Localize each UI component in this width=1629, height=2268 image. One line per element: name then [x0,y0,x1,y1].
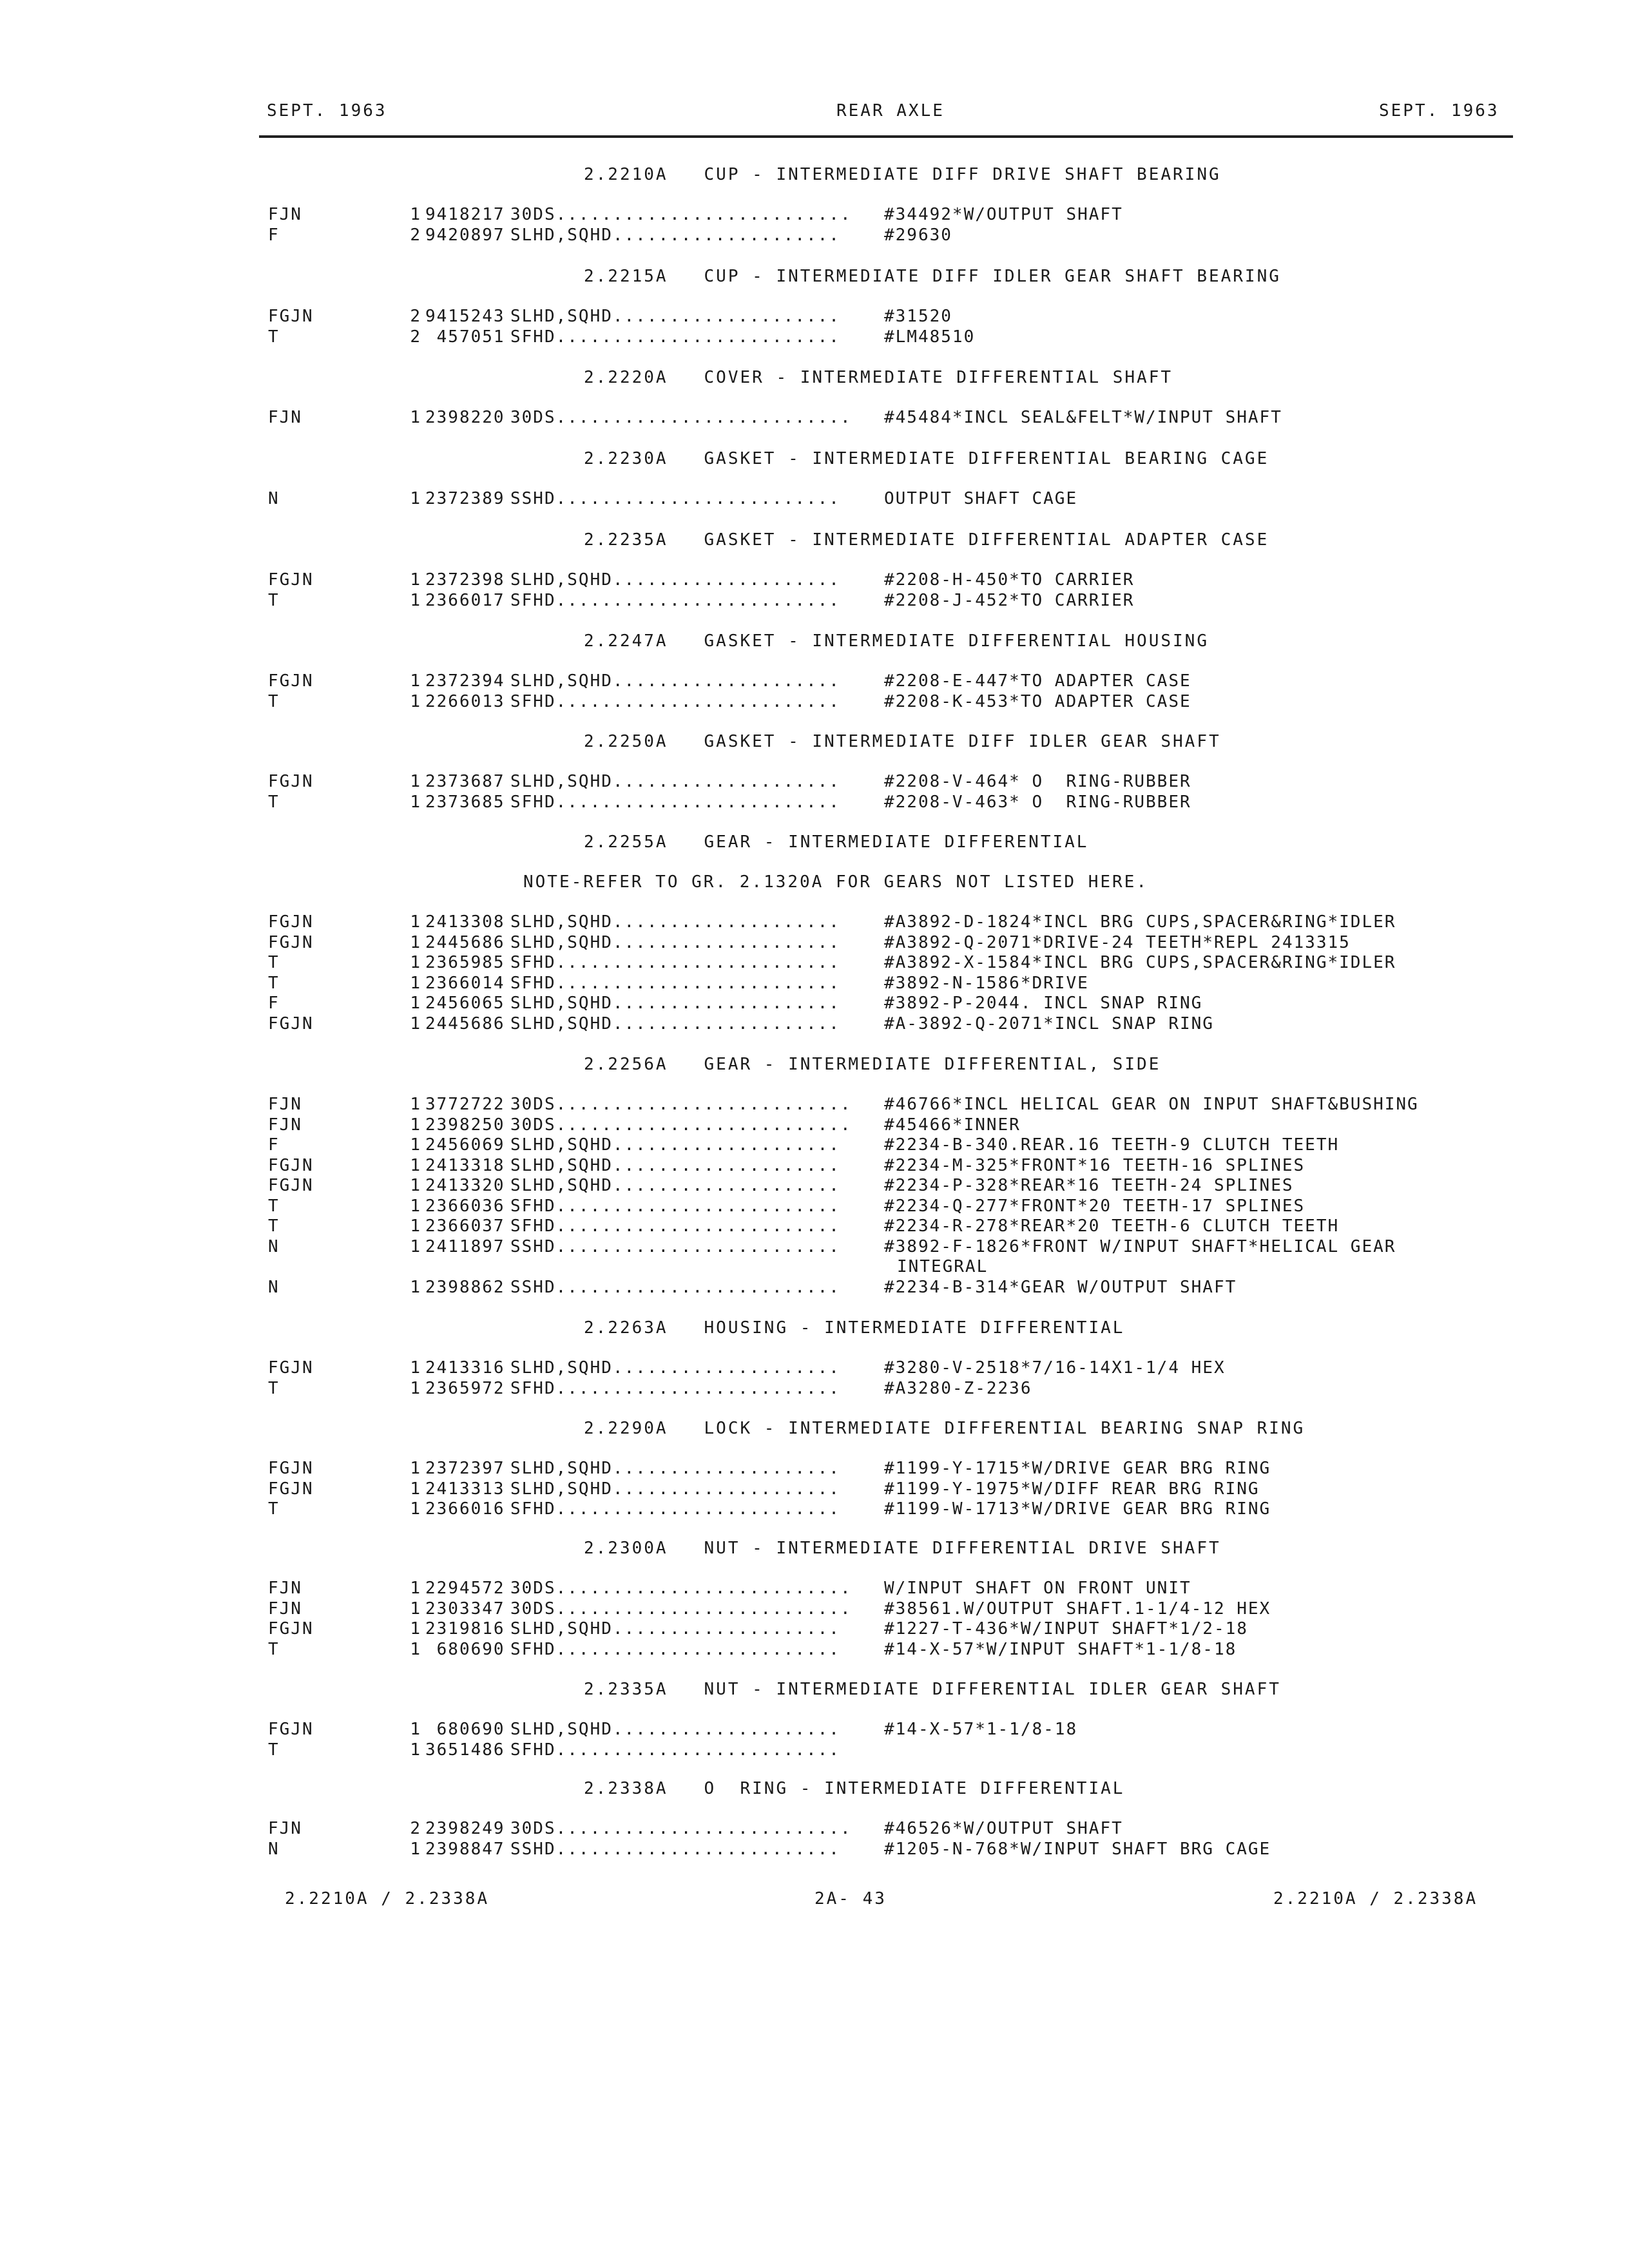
row-part: 2372394 [425,671,505,691]
parts-row [0,1459,1629,1479]
row-part: 2456065 [425,994,505,1013]
parts-row [0,205,1629,226]
row-desc: #2234-P-328*REAR*16 TEETH-24 SPLINES [884,1176,1294,1195]
row-qty: 1 [410,1115,421,1135]
parts-row [0,1819,1629,1840]
row-part: 680690 [425,1639,505,1659]
row-part: 2398250 [425,1115,505,1135]
row-code: F [268,1135,280,1155]
row-src: 30DS.......................... [510,205,852,224]
row-code: T [268,1196,280,1216]
row-src: SFHD......................... [510,327,840,347]
section-title: 2.2290A LOCK - INTERMEDIATE DIFFERENTIAL BEARING SNAP RING [584,1419,1306,1438]
header-title: REAR AXLE [836,101,945,120]
row-qty: 1 [410,973,421,993]
row-part: 3651486 [425,1740,505,1760]
row-desc: #14-X-57*W/INPUT SHAFT*1-1/8-18 [884,1639,1237,1659]
row-qty: 1 [410,1196,421,1216]
row-src: SLHD,SQHD.................... [510,1358,840,1378]
row-part: 2366016 [425,1499,505,1519]
row-src: SLHD,SQHD.................... [510,932,840,952]
row-qty: 1 [410,912,421,932]
row-qty: 1 [410,1579,421,1598]
row-code: FJN [268,1095,302,1114]
row-desc: #2234-B-340.REAR.16 TEETH-9 CLUTCH TEETH [884,1135,1340,1155]
row-desc: #29630 [884,225,952,245]
row-qty: 1 [410,671,421,691]
row-desc: #2234-R-278*REAR*20 TEETH-6 CLUTCH TEETH [884,1216,1340,1236]
row-desc: #A-3892-Q-2071*INCL SNAP RING [884,1014,1214,1033]
parts-row [0,1640,1629,1660]
row-qty: 1 [410,994,421,1013]
row-qty: 1 [410,590,421,610]
row-qty: 2 [410,225,421,245]
row-code: FGJN [268,1176,314,1195]
row-src: SFHD......................... [510,1639,840,1659]
row-part: 2372398 [425,570,505,590]
row-src: SLHD,SQHD.................... [510,1619,840,1639]
parts-row [0,1499,1629,1520]
row-qty: 2 [410,327,421,347]
row-part: 2445686 [425,932,505,952]
row-desc: #2208-E-447*TO ADAPTER CASE [884,671,1191,691]
section-title: 2.2210A CUP - INTERMEDIATE DIFF DRIVE SHAFT BEARING [584,165,1221,184]
row-qty: 1 [410,489,421,508]
parts-row [0,1216,1629,1237]
parts-row [0,591,1629,611]
row-part: 2413320 [425,1176,505,1195]
row-part: 2266013 [425,691,505,711]
row-qty: 1 [410,953,421,972]
parts-row [0,994,1629,1014]
parts-row [0,226,1629,246]
row-qty: 1 [410,205,421,224]
row-src: SSHD......................... [510,1277,840,1297]
row-src: SSHD......................... [510,1839,840,1859]
row-desc: #14-X-57*1-1/8-18 [884,1720,1078,1739]
row-part: 680690 [425,1720,505,1739]
row-qty: 1 [410,792,421,812]
row-part: 2398847 [425,1839,505,1859]
parts-row [0,1278,1629,1298]
row-src: SFHD......................... [510,973,840,993]
row-src: SLHD,SQHD.................... [510,994,840,1013]
row-code: T [268,1499,280,1519]
row-qty: 1 [410,1599,421,1619]
row-part: 2398220 [425,408,505,427]
section-title: 2.2250A GASKET - INTERMEDIATE DIFF IDLER GEAR SHAFT [584,732,1221,751]
section-title: 2.2338A O RING - INTERMEDIATE DIFFERENTIAL [584,1779,1125,1798]
row-desc: #46526*W/OUTPUT SHAFT [884,1819,1123,1838]
row-code: T [268,792,280,812]
row-part: 9418217 [425,205,505,224]
parts-row [0,570,1629,591]
row-code: FGJN [268,772,314,791]
row-src: SLHD,SQHD.................... [510,1720,840,1739]
row-part: 2413316 [425,1358,505,1378]
row-code: FGJN [268,570,314,590]
row-code: FGJN [268,932,314,952]
parts-row [0,912,1629,933]
row-src: 30DS.......................... [510,1115,852,1135]
row-part: 2398249 [425,1819,505,1838]
row-desc: #A3892-X-1584*INCL BRG CUPS,SPACER&RING*IDLER [884,953,1396,972]
row-part: 2398862 [425,1277,505,1297]
row-src: SFHD......................... [510,1196,840,1216]
row-qty: 1 [410,1720,421,1739]
section-title: 2.2220A COVER - INTERMEDIATE DIFFERENTIAL SHAFT [584,368,1173,387]
row-part: 2445686 [425,1014,505,1033]
row-src: 30DS.......................... [510,1599,852,1619]
row-code: FGJN [268,1014,314,1033]
row-part: 457051 [425,327,505,347]
row-part: 2366036 [425,1196,505,1216]
parts-row [0,1619,1629,1640]
row-src: 30DS.......................... [510,1819,852,1838]
parts-row [0,1720,1629,1740]
section-note: NOTE-REFER TO GR. 2.1320A FOR GEARS NOT LISTED HERE. [523,872,1148,892]
row-src: SLHD,SQHD.................... [510,1479,840,1499]
row-code: FJN [268,1579,302,1598]
row-qty: 2 [410,307,421,326]
section-title: 2.2256A GEAR - INTERMEDIATE DIFFERENTIAL, SIDE [584,1055,1161,1074]
row-code: T [268,973,280,993]
row-part: 2411897 [425,1236,505,1256]
parts-row [0,1135,1629,1156]
row-code: N [268,489,280,508]
row-desc: #2234-Q-277*FRONT*20 TEETH-17 SPLINES [884,1196,1306,1216]
footer-page-number: 2A- 43 [815,1889,887,1908]
row-src: SFHD......................... [510,792,840,812]
row-desc: #2208-V-463* O RING-RUBBER [884,792,1191,812]
header-date-right: SEPT. 1963 [1379,101,1499,120]
row-part: 2413308 [425,912,505,932]
parts-row [0,1840,1629,1860]
row-qty: 1 [410,932,421,952]
row-code: F [268,994,280,1013]
row-code: FJN [268,1115,302,1135]
row-code: T [268,953,280,972]
row-code: FJN [268,1819,302,1838]
row-qty: 1 [410,1155,421,1175]
row-part: 2413318 [425,1155,505,1175]
parts-row [0,671,1629,692]
row-src: 30DS.......................... [510,408,852,427]
row-qty: 1 [410,1135,421,1155]
row-desc: #1227-T-436*W/INPUT SHAFT*1/2-18 [884,1619,1248,1639]
row-part: 2373685 [425,792,505,812]
section-title: 2.2215A CUP - INTERMEDIATE DIFF IDLER GEAR SHAFT BEARING [584,267,1281,286]
row-src: SFHD......................... [510,1499,840,1519]
row-desc: #2208-V-464* O RING-RUBBER [884,772,1191,791]
row-part: 2366017 [425,590,505,610]
row-desc: #3892-N-1586*DRIVE [884,973,1089,993]
row-part: 2373687 [425,772,505,791]
row-part: 2372397 [425,1459,505,1478]
row-qty: 1 [410,1236,421,1256]
row-code: FGJN [268,912,314,932]
parts-row [0,933,1629,954]
parts-row [0,1479,1629,1500]
row-qty: 1 [410,1740,421,1760]
row-desc: #A3892-Q-2071*DRIVE-24 TEETH*REPL 2413315 [884,932,1351,952]
row-src: SLHD,SQHD.................... [510,1014,840,1033]
row-code: FGJN [268,1479,314,1499]
row-code: N [268,1839,280,1859]
row-part: 9415243 [425,307,505,326]
parts-row [0,793,1629,813]
row-src: SLHD,SQHD.................... [510,1459,840,1478]
row-qty: 1 [410,1277,421,1297]
row-src: SLHD,SQHD.................... [510,307,840,326]
row-qty: 1 [410,1095,421,1114]
parts-row [0,1196,1629,1217]
row-code: T [268,1378,280,1398]
footer-range-left: 2.2210A / 2.2338A [285,1889,490,1908]
parts-row [0,1095,1629,1115]
row-src: SLHD,SQHD.................... [510,912,840,932]
row-code: FGJN [268,1155,314,1175]
section-title: 2.2300A NUT - INTERMEDIATE DIFFERENTIAL DRIVE SHAFT [584,1539,1221,1558]
row-desc: #38561.W/OUTPUT SHAFT.1-1/4-12 HEX [884,1599,1271,1619]
row-part: 9420897 [425,225,505,245]
row-code: FGJN [268,1619,314,1639]
row-src: SFHD......................... [510,1216,840,1236]
row-code: T [268,1216,280,1236]
row-code: FGJN [268,1720,314,1739]
row-desc: #2208-J-452*TO CARRIER [884,590,1135,610]
parts-row [0,408,1629,428]
header-date-left: SEPT. 1963 [267,101,387,120]
parts-row [0,1579,1629,1599]
row-part: 2365972 [425,1378,505,1398]
header-rule [259,135,1513,138]
parts-row [0,1740,1629,1761]
row-qty: 1 [410,1479,421,1499]
parts-row [0,953,1629,974]
row-qty: 1 [410,1839,421,1859]
row-src: SLHD,SQHD.................... [510,671,840,691]
row-desc-continuation: INTEGRAL [897,1257,988,1276]
row-src: SFHD......................... [510,590,840,610]
row-desc: #3892-F-1826*FRONT W/INPUT SHAFT*HELICAL GEAR [884,1236,1396,1256]
row-code: N [268,1236,280,1256]
row-part: 2456069 [425,1135,505,1155]
row-desc: #31520 [884,307,952,326]
row-qty: 1 [410,1499,421,1519]
row-desc: #45466*INNER [884,1115,1021,1135]
row-src: 30DS.......................... [510,1095,852,1114]
row-code: FJN [268,1599,302,1619]
row-src: SFHD......................... [510,1740,840,1760]
parts-row [0,1014,1629,1035]
parts-row [0,772,1629,793]
row-desc: #46766*INCL HELICAL GEAR ON INPUT SHAFT&BUSHING [884,1095,1419,1114]
row-code: FGJN [268,671,314,691]
row-part: 2366014 [425,973,505,993]
section-title: 2.2263A HOUSING - INTERMEDIATE DIFFERENTIAL [584,1318,1125,1338]
row-qty: 1 [410,570,421,590]
row-src: SSHD......................... [510,1236,840,1256]
row-src: SLHD,SQHD.................... [510,1155,840,1175]
row-desc: #LM48510 [884,327,976,347]
row-src: SLHD,SQHD.................... [510,225,840,245]
row-code: T [268,1740,280,1760]
row-desc: #3280-V-2518*7/16-14X1-1/4 HEX [884,1358,1226,1378]
row-code: FGJN [268,307,314,326]
row-desc: #2208-H-450*TO CARRIER [884,570,1135,590]
parts-row [0,1156,1629,1177]
row-qty: 1 [410,691,421,711]
section-title: 2.2230A GASKET - INTERMEDIATE DIFFERENTIAL BEARING CAGE [584,449,1269,468]
row-part: 3772722 [425,1095,505,1114]
row-qty: 1 [410,1378,421,1398]
row-part: 2303347 [425,1599,505,1619]
row-qty: 1 [410,1459,421,1478]
row-qty: 1 [410,772,421,791]
row-part: 2365985 [425,953,505,972]
row-qty: 1 [410,1639,421,1659]
parts-row [0,1115,1629,1136]
row-src: SSHD......................... [510,489,840,508]
row-code: FJN [268,205,302,224]
row-code: FGJN [268,1358,314,1378]
row-qty: 2 [410,1819,421,1838]
parts-row [0,1599,1629,1620]
row-part: 2372389 [425,489,505,508]
row-desc: OUTPUT SHAFT CAGE [884,489,1078,508]
row-desc: #A3280-Z-2236 [884,1378,1032,1398]
row-qty: 1 [410,1619,421,1639]
row-part: 2294572 [425,1579,505,1598]
row-desc: #2234-M-325*FRONT*16 TEETH-16 SPLINES [884,1155,1306,1175]
row-code: FGJN [268,1459,314,1478]
row-code: N [268,1277,280,1297]
parts-row [0,1237,1629,1258]
parts-row [0,1176,1629,1196]
parts-row [0,489,1629,510]
row-qty: 1 [410,1216,421,1236]
section-title: 2.2335A NUT - INTERMEDIATE DIFFERENTIAL IDLER GEAR SHAFT [584,1680,1281,1699]
row-code: FJN [268,408,302,427]
row-part: 2319816 [425,1619,505,1639]
row-src: SLHD,SQHD.................... [510,772,840,791]
row-qty: 1 [410,1358,421,1378]
row-desc: #1205-N-768*W/INPUT SHAFT BRG CAGE [884,1839,1271,1859]
parts-row [0,692,1629,713]
row-src: SLHD,SQHD.................... [510,1176,840,1195]
section-title: 2.2255A GEAR - INTERMEDIATE DIFFERENTIAL [584,832,1089,852]
row-src: SFHD......................... [510,1378,840,1398]
section-title: 2.2247A GASKET - INTERMEDIATE DIFFERENTIAL HOUSING [584,631,1209,651]
footer-range-right: 2.2210A / 2.2338A [1273,1889,1478,1908]
row-qty: 1 [410,1014,421,1033]
row-desc: #1199-Y-1715*W/DRIVE GEAR BRG RING [884,1459,1271,1478]
parts-row [0,974,1629,994]
row-qty: 1 [410,408,421,427]
row-code: T [268,1639,280,1659]
row-code: T [268,327,280,347]
row-src: 30DS.......................... [510,1579,852,1598]
row-desc: #1199-W-1713*W/DRIVE GEAR BRG RING [884,1499,1271,1519]
row-src: SLHD,SQHD.................... [510,1135,840,1155]
row-code: T [268,691,280,711]
row-desc: #1199-Y-1975*W/DIFF REAR BRG RING [884,1479,1260,1499]
row-code: F [268,225,280,245]
row-desc: #45484*INCL SEAL&FELT*W/INPUT SHAFT [884,408,1282,427]
section-title: 2.2235A GASKET - INTERMEDIATE DIFFERENTIAL ADAPTER CASE [584,530,1269,550]
parts-row [0,307,1629,327]
row-part: 2366037 [425,1216,505,1236]
row-desc: W/INPUT SHAFT ON FRONT UNIT [884,1579,1191,1598]
row-desc: #34492*W/OUTPUT SHAFT [884,205,1123,224]
parts-row [0,327,1629,348]
parts-row [0,1379,1629,1399]
row-qty: 1 [410,1176,421,1195]
parts-row [0,1358,1629,1379]
row-src: SFHD......................... [510,953,840,972]
row-desc: #2234-B-314*GEAR W/OUTPUT SHAFT [884,1277,1237,1297]
row-desc: #2208-K-453*TO ADAPTER CASE [884,691,1191,711]
row-desc: #A3892-D-1824*INCL BRG CUPS,SPACER&RING*IDLER [884,912,1396,932]
row-desc: #3892-P-2044. INCL SNAP RING [884,994,1203,1013]
row-code: T [268,590,280,610]
row-part: 2413313 [425,1479,505,1499]
row-src: SLHD,SQHD.................... [510,570,840,590]
row-src: SFHD......................... [510,691,840,711]
